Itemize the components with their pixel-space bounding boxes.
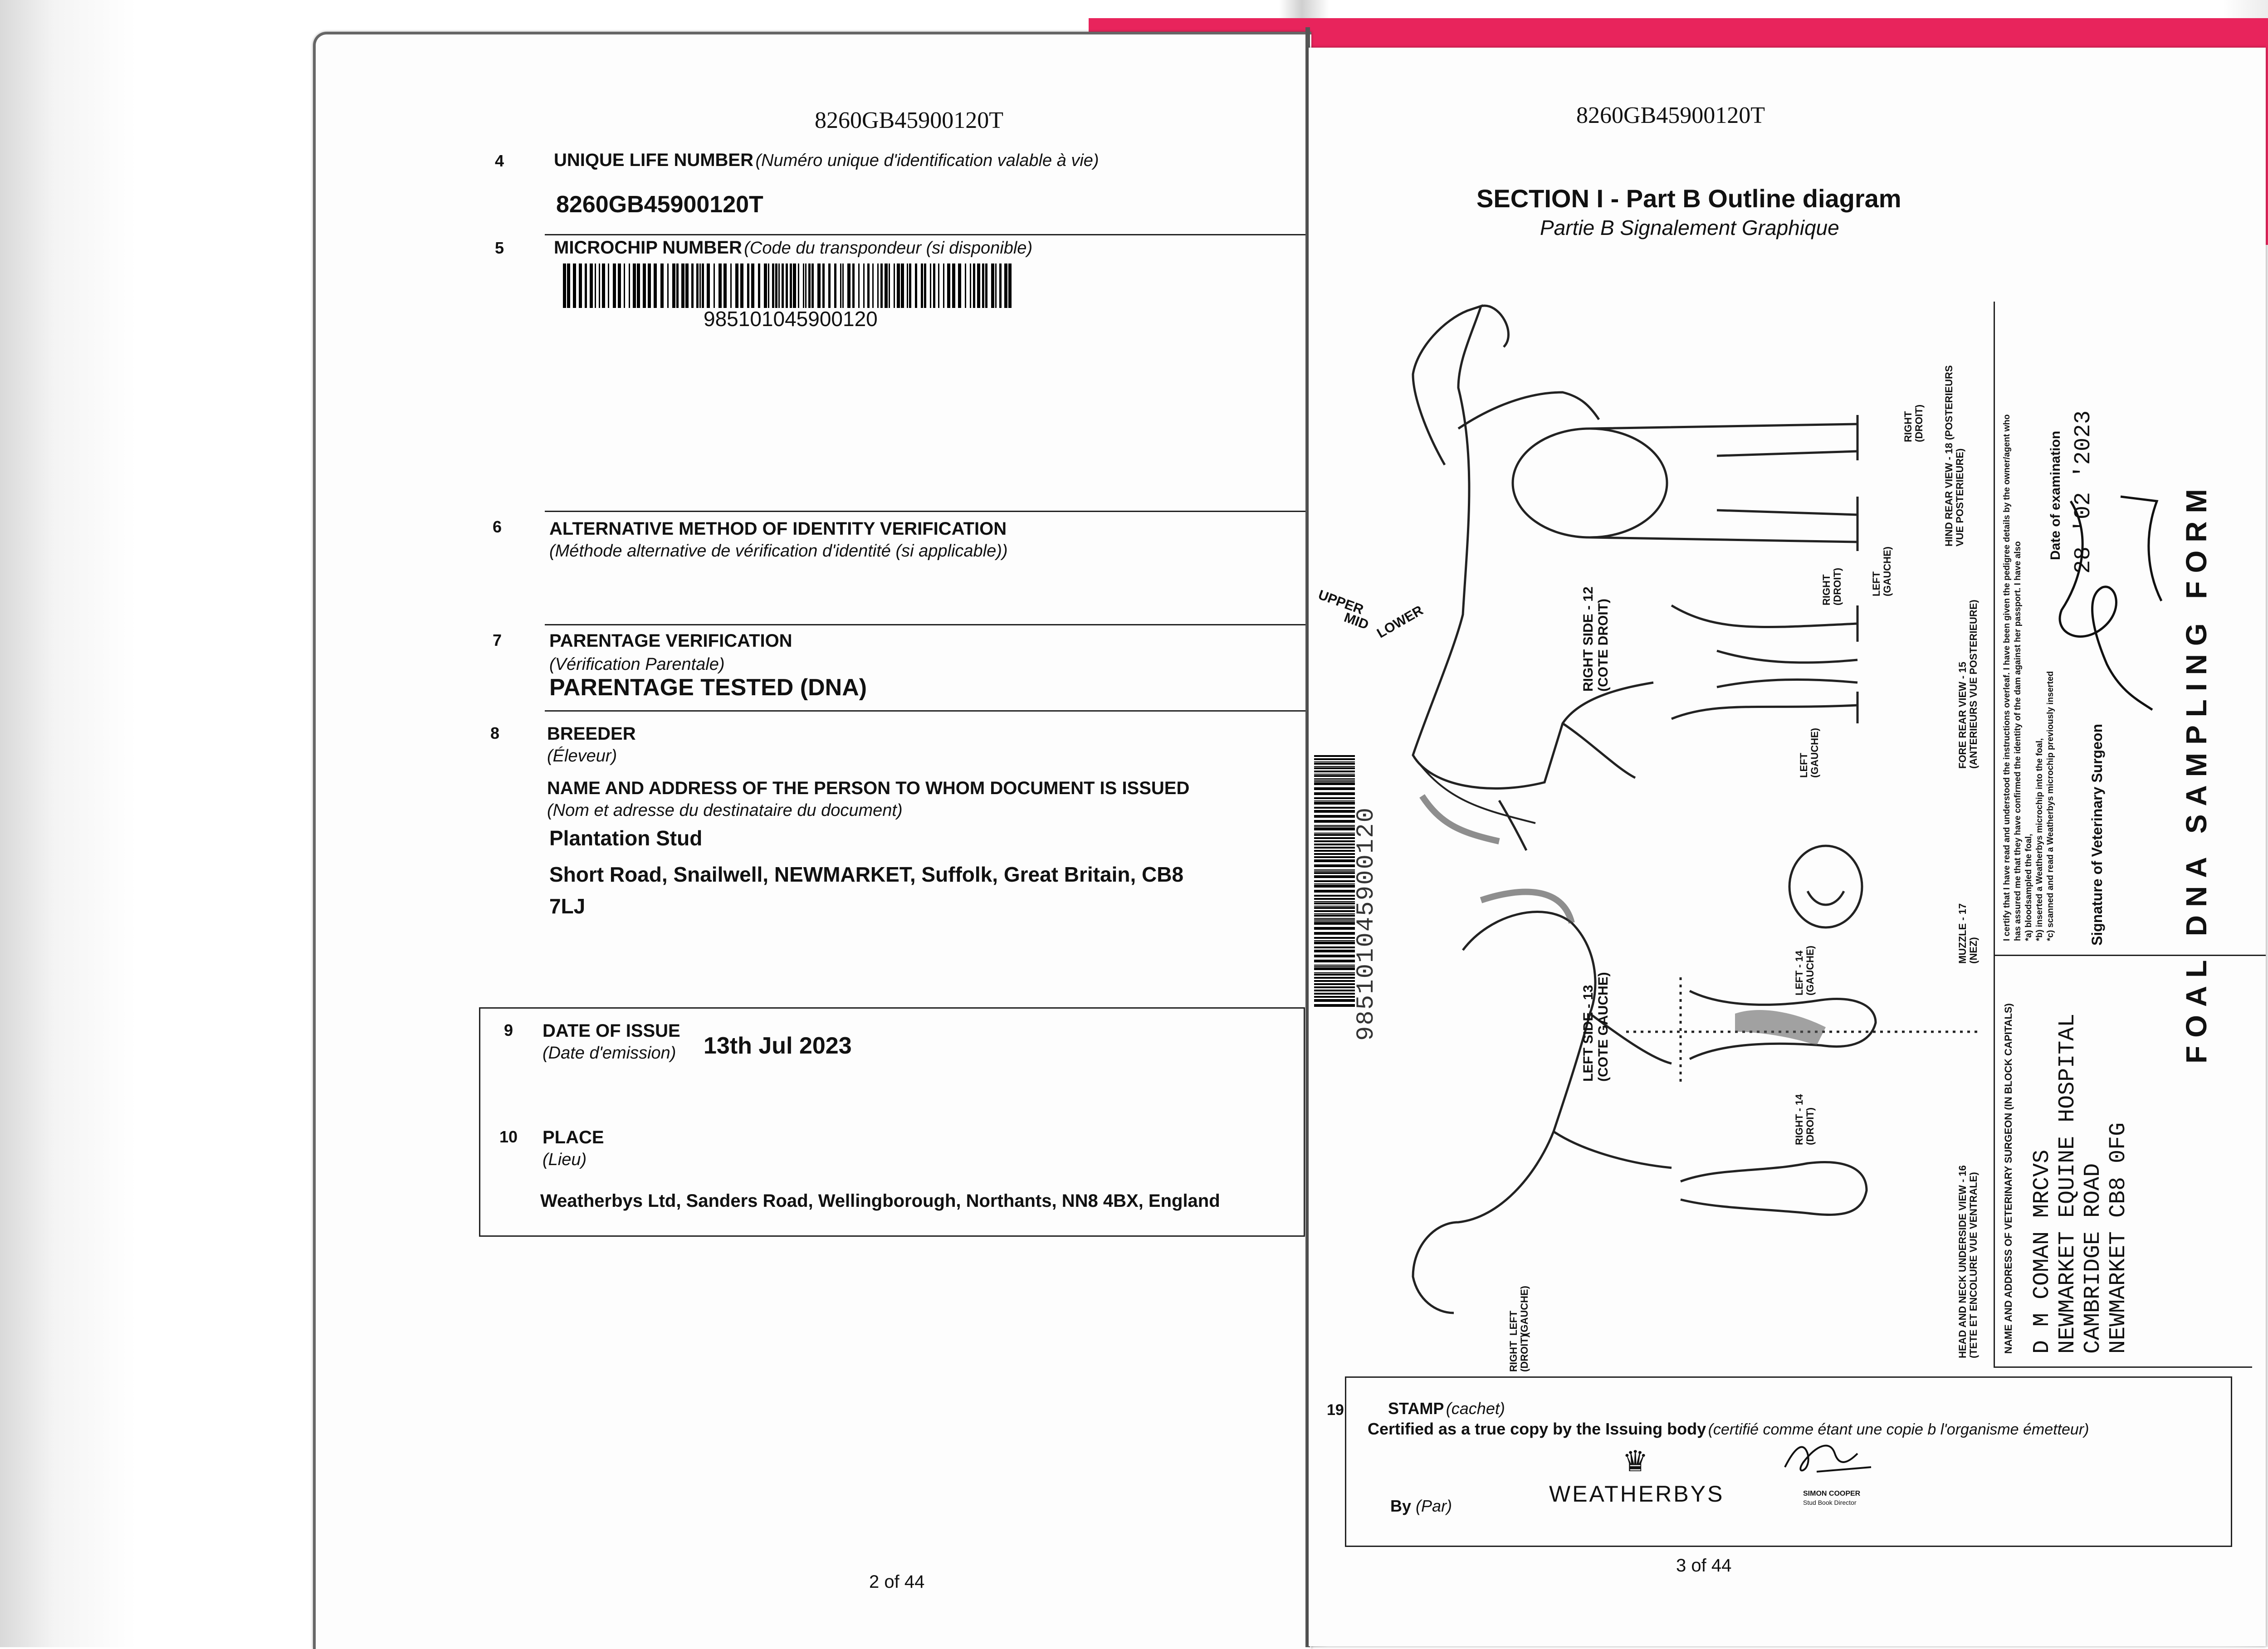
barcode-bar <box>667 263 669 308</box>
barcode-bar <box>952 263 955 308</box>
page-number: 3 of 44 <box>1676 1556 1732 1576</box>
barcode-bar <box>1314 859 1355 862</box>
barcode-bar <box>999 263 1002 308</box>
barcode-bar <box>1314 996 1355 998</box>
barcode-bar <box>1314 1004 1355 1007</box>
barcode-bar <box>764 263 767 308</box>
barcode-bar <box>691 263 694 308</box>
barcode-bar <box>798 263 799 308</box>
stamp-label-fr: (cachet) <box>1446 1399 1505 1418</box>
barcode-bar <box>817 263 821 308</box>
barcode-bar <box>1314 921 1355 922</box>
barcode-bar <box>637 263 640 308</box>
weatherbys-crest-icon: ♛ <box>1622 1445 1648 1478</box>
barcode-bar <box>1314 828 1355 830</box>
vet-signature <box>2053 483 2170 719</box>
barcode-bar <box>1314 872 1355 874</box>
left-page <box>313 32 1311 1649</box>
barcode-bar <box>772 263 774 308</box>
place-label-fr: (Lieu) <box>543 1150 587 1169</box>
barcode-bar <box>740 263 743 308</box>
hind-rear-label: HIND REAR VIEW - 18 (POSTERIEURS VUE POSTERIEURE) <box>1943 365 1966 546</box>
ule-value: 8260GB45900120T <box>556 191 763 218</box>
barcode-bar <box>985 263 987 308</box>
left-label: LEFT (GAUCHE) <box>1798 728 1821 778</box>
barcode-bar <box>877 263 879 308</box>
barcode-bar <box>1314 807 1355 809</box>
signatory-name: SIMON COOPER <box>1803 1490 1861 1498</box>
barcode-bar <box>1314 847 1355 849</box>
barcode-bar <box>977 263 980 308</box>
barcode-bar <box>1314 955 1355 957</box>
item-number: 10 <box>499 1127 518 1146</box>
barcode-bar <box>1314 758 1355 760</box>
barcode-bar <box>685 263 689 308</box>
barcode-bar <box>907 263 908 308</box>
barcode-bar <box>735 263 738 308</box>
barcode-bar <box>585 263 587 308</box>
weatherbys-logo-text: WEATHERBYS <box>1549 1481 1725 1507</box>
barcode-bar <box>915 263 917 308</box>
barcode-bar <box>1314 869 1355 870</box>
barcode-bar <box>842 263 844 308</box>
alt-method-label-fr: (Méthode alternative de vérification d'identité (si applicable)) <box>549 542 1008 561</box>
head-right-label: RIGHT (DROIT) <box>1508 1334 1530 1372</box>
barcode-bar <box>840 263 841 308</box>
barcode-bar <box>909 263 911 308</box>
barcode-bar <box>1314 946 1355 948</box>
certified-text-fr: (certifié comme étant une copie b l'organisme émetteur) <box>1708 1421 2089 1438</box>
barcode-bar <box>782 263 784 308</box>
item-number: 6 <box>493 517 502 536</box>
stamp-label: STAMP <box>1388 1399 1444 1418</box>
barcode-bar <box>1314 767 1355 769</box>
barcode-bar <box>768 263 769 308</box>
vet-line: NEWMARKET CB8 0FG <box>2106 1122 2131 1354</box>
barcode-bar <box>1314 980 1355 982</box>
barcode-bar <box>654 263 657 308</box>
barcode-bar <box>1314 974 1355 976</box>
barcode-bar <box>613 263 616 308</box>
horse-outline-diagram <box>1309 243 1989 1376</box>
barcode-bar <box>847 263 850 308</box>
barcode-bar <box>1314 883 1355 884</box>
head-view-label: HEAD AND NECK UNDERSIDE VIEW - 16 (TETE ET ENCOLURE VUE VENTRALE) <box>1957 1165 1980 1358</box>
microchip-sticker-barcode <box>1314 755 1355 1045</box>
barcode-bar <box>995 263 997 308</box>
barcode-bar <box>1314 834 1355 836</box>
vet-line: CAMBRIDGE ROAD <box>2080 1163 2106 1354</box>
section-title: SECTION I - Part B Outline diagram <box>1476 184 1901 213</box>
barcode-bar <box>1314 932 1355 935</box>
barcode-bar <box>943 263 944 308</box>
right-side-label: RIGHT SIDE - 12 (COTE DROIT) <box>1581 586 1611 692</box>
hind-right-label: RIGHT (DROIT) <box>1902 404 1925 442</box>
item-number: 4 <box>495 151 504 170</box>
barcode-bar <box>965 263 966 308</box>
barcode-bar <box>1314 937 1355 939</box>
place-label: PLACE <box>543 1127 604 1147</box>
stamp-label-group <box>1388 1399 1505 1418</box>
page-number: 2 of 44 <box>869 1572 925 1592</box>
fore-rear-label: FORE REAR VIEW - 15 (ANTERIEURS VUE POSTERIEURE) <box>1957 600 1980 769</box>
barcode-bar <box>1314 913 1355 914</box>
barcode-bar <box>867 263 870 308</box>
hind-left-label: LEFT (GAUCHE) <box>1871 546 1893 596</box>
barcode-bar <box>1314 880 1355 882</box>
barcode-bar <box>1314 895 1355 897</box>
barcode-bar <box>758 263 760 308</box>
barcode-bar <box>991 263 994 308</box>
barcode-bar <box>672 263 675 308</box>
barcode-bar <box>590 263 593 308</box>
barcode-bar <box>1314 781 1355 782</box>
barcode-bar <box>947 263 950 308</box>
barcode-bar <box>1314 853 1355 855</box>
barcode-bar <box>629 263 630 308</box>
certified-text: Certified as a true copy by the Issuing body <box>1368 1420 1706 1438</box>
exam-date-label: Date of examination <box>2048 430 2063 560</box>
barcode-bar <box>894 263 895 308</box>
barcode-bar <box>1314 983 1355 985</box>
barcode-bar <box>852 263 855 308</box>
barcode-bar <box>924 263 926 308</box>
barcode-bar <box>1314 778 1355 779</box>
barcode-bar <box>563 263 566 308</box>
barcode-bar <box>696 263 699 308</box>
barcode-bar <box>1314 927 1355 930</box>
page-header-ref: 8260GB45900120T <box>1576 102 1765 128</box>
barcode-bar <box>930 263 931 308</box>
barcode-bar <box>676 263 679 308</box>
barcode-bar <box>1314 903 1355 904</box>
barcode-bar <box>1314 755 1355 757</box>
barcode-bar <box>822 263 825 308</box>
barcode-bar <box>624 263 625 308</box>
vet-line: NEWMARKET EQUINE HOSPITAL <box>2055 1013 2081 1354</box>
barcode-bar <box>1314 815 1355 818</box>
microchip-sticker-digits: 985101045900120 <box>1353 806 1380 1041</box>
head-left-label: LEFT (GAUCHE) <box>1508 1286 1530 1336</box>
barcode-bar <box>889 263 890 308</box>
exam-date-value: 28 '02 '2023 <box>2071 410 2097 574</box>
barcode-bar <box>1314 972 1355 973</box>
item-number: 9 <box>504 1021 513 1039</box>
barcode-bar <box>901 263 904 308</box>
barcode-bar <box>699 263 701 308</box>
barcode-bar <box>1314 837 1355 839</box>
barcode-bar <box>1314 960 1355 962</box>
barcode-bar <box>834 263 836 308</box>
barcode-bar <box>633 263 636 308</box>
barcode-bar <box>648 263 651 308</box>
barcode-bar <box>1314 775 1355 777</box>
barcode-bar <box>1314 967 1355 970</box>
stamp-number: 19 <box>1327 1401 1344 1419</box>
barcode-bar <box>1004 263 1007 308</box>
barcode-bar <box>1314 966 1355 967</box>
barcode-bar <box>1314 774 1355 775</box>
barcode-bar <box>1314 965 1355 966</box>
section-subtitle: Partie B Signalement Graphique <box>1540 216 1839 239</box>
vet-panel-divider <box>1994 955 2266 956</box>
vet-panel-border <box>1994 302 1995 1367</box>
barcode-bar <box>803 263 804 308</box>
barcode-bar <box>1314 850 1355 852</box>
barcode-bar <box>1314 922 1355 925</box>
barcode-bar <box>1314 875 1355 878</box>
by-label-group <box>1390 1497 1452 1516</box>
barcode-bar <box>723 263 727 308</box>
alt-method-label: ALTERNATIVE METHOD OF IDENTITY VERIFICATION <box>549 519 1007 539</box>
barcode-bar <box>1314 771 1355 772</box>
barcode-bar <box>973 263 975 308</box>
barcode-bar <box>702 263 704 308</box>
barcode-bar <box>811 263 814 308</box>
breeder-address-line2: 7LJ <box>549 894 586 918</box>
barcode-bar <box>1314 802 1355 805</box>
barcode-bar <box>1314 950 1355 952</box>
barcode-bar <box>1314 919 1355 920</box>
barcode-bar <box>885 263 888 308</box>
barcode-bar <box>790 263 792 308</box>
divider <box>545 511 1311 512</box>
ule-label-fr: (Numéro unique d'identification valable à vie) <box>755 151 1099 170</box>
item-number: 8 <box>490 724 500 742</box>
issued-to-label-fr: (Nom et adresse du destinataire du document) <box>547 801 903 820</box>
parentage-label-fr: (Vérification Parentale) <box>549 655 725 674</box>
barcode-bar <box>1314 885 1355 888</box>
stud-director-signature <box>1776 1435 1880 1485</box>
barcode-bar <box>608 263 609 308</box>
left-14-label: LEFT - 14 (GAUCHE) <box>1794 946 1816 995</box>
barcode-bar <box>863 263 865 308</box>
item-number: 7 <box>493 631 502 649</box>
page-header-ref: 8260GB45900120T <box>815 107 1003 133</box>
divider <box>545 234 1311 235</box>
barcode-bar <box>1314 792 1355 795</box>
barcode-bar <box>1314 820 1355 823</box>
barcode-bar <box>1314 800 1355 801</box>
place-value: Weatherbys Ltd, Sanders Road, Wellingborough, Northants, NN8 4BX, England <box>540 1191 1220 1211</box>
lower-label: LOWER <box>1374 603 1426 641</box>
barcode-bar <box>579 263 582 308</box>
vet-address <box>2030 1014 2131 1354</box>
barcode-bar <box>573 263 576 308</box>
barcode-bar <box>897 263 900 308</box>
barcode-bar <box>567 263 570 308</box>
vet-panel-border <box>1994 1366 2252 1368</box>
barcode-bar <box>858 263 860 308</box>
barcode-bar <box>660 263 664 308</box>
barcode-bar <box>1314 906 1355 907</box>
barcode-bar <box>970 263 971 308</box>
issued-to-label: NAME AND ADDRESS OF THE PERSON TO WHOM DOCUMENT IS ISSUED <box>547 778 1190 798</box>
barcode-bar <box>1314 915 1355 917</box>
barcode-bar <box>714 263 715 308</box>
barcode-bar <box>808 263 811 308</box>
barcode-bar <box>1314 901 1355 902</box>
right-14-label: RIGHT - 14 (DROIT) <box>1794 1094 1816 1145</box>
barcode-bar <box>1314 898 1355 900</box>
microchip-label-fr: (Code du transpondeur (si disponible) <box>744 239 1033 258</box>
barcode-bar <box>1314 977 1355 979</box>
upper-label: UPPER <box>1316 587 1366 618</box>
breeder-address-line1: Short Road, Snailwell, NEWMARKET, Suffolk, Great Britain, CB8 <box>549 863 1184 886</box>
barcode-bar <box>1314 766 1355 767</box>
barcode-bar <box>1314 871 1355 872</box>
right-page <box>1309 48 2266 1646</box>
divider <box>545 624 1311 625</box>
barcode-bar <box>1314 787 1355 790</box>
barcode-bar <box>1314 990 1355 991</box>
breeder-label-fr: (Éleveur) <box>547 746 617 766</box>
barcode-bar <box>793 263 796 308</box>
barcode-bar <box>599 263 600 308</box>
ule-label-group <box>554 150 1099 171</box>
barcode-bar <box>602 263 605 308</box>
barcode-bar <box>1314 844 1355 845</box>
barcode-bar <box>880 263 883 308</box>
barcode-bar <box>730 263 732 308</box>
barcode-bar <box>921 263 923 308</box>
microchip-value: 985101045900120 <box>704 307 878 331</box>
date-issue-label-fr: (Date d'emission) <box>543 1044 676 1063</box>
date-issue-label: DATE OF ISSUE <box>543 1021 680 1041</box>
barcode-bar <box>1314 856 1355 858</box>
barcode-bar <box>1314 797 1355 799</box>
barcode-bar <box>747 263 749 308</box>
barcode-bar <box>1314 986 1355 988</box>
barcode-bar <box>938 263 939 308</box>
vet-name-label: NAME AND ADDRESS OF VETERINARY SURGEON (IN BLOCK CAPITALS) <box>2003 1003 2014 1354</box>
barcode-bar <box>1008 263 1012 308</box>
barcode-bar <box>1314 918 1355 919</box>
microchip-barcode <box>563 263 1017 308</box>
barcode-bar <box>1314 782 1355 785</box>
barcode-bar <box>1314 840 1355 842</box>
barcode-bar <box>719 263 722 308</box>
barcode-bar <box>775 263 777 308</box>
parentage-value: PARENTAGE TESTED (DNA) <box>549 674 867 701</box>
barcode-bar <box>933 263 935 308</box>
barcode-bar <box>958 263 961 308</box>
vet-certification: I certify that I have read and understood the instructions overleaf. I have been given the pedigree details by the owner/agent who has assured me that they have confirmed the identity of the dam against her passport. I have also *a) bloodsampled the foal, *b) inserted a Weatherbys microchip into the foal, *c) scanned and read a Weatherbys microchip previously inserted <box>2002 414 2055 941</box>
barcode-bar <box>778 263 780 308</box>
microchip-label-group <box>554 238 1032 258</box>
barcode-bar <box>1314 780 1355 781</box>
barcode-bar <box>805 263 807 308</box>
muzzle-label: MUZZLE - 17 (NEZ) <box>1957 903 1980 964</box>
vet-signature-label: Signature of Veterinary Surgeon <box>2089 724 2105 946</box>
barcode-bar <box>1314 940 1355 941</box>
barcode-bar <box>681 263 684 308</box>
barcode-bar <box>786 263 788 308</box>
barcode-bar <box>1314 942 1355 944</box>
mid-label: MID <box>1342 610 1371 633</box>
barcode-bar <box>1314 763 1355 765</box>
divider <box>545 710 1311 712</box>
right-label: RIGHT (DROIT) <box>1821 567 1843 605</box>
barcode-bar <box>1314 890 1355 893</box>
barcode-bar <box>1314 910 1355 912</box>
left-side-label: LEFT SIDE - 13 (COTE GAUCHE) <box>1581 972 1611 1082</box>
signatory-title: Stud Book Director <box>1803 1499 1857 1506</box>
barcode-bar <box>1314 826 1355 827</box>
barcode-bar <box>1314 761 1355 762</box>
barcode-bar <box>1314 907 1355 909</box>
date-issue-value: 13th Jul 2023 <box>704 1033 852 1059</box>
by-label: By <box>1390 1497 1412 1515</box>
breeder-name: Plantation Stud <box>549 826 703 850</box>
barcode-bar <box>1314 999 1355 1002</box>
barcode-bar <box>1314 833 1355 834</box>
parentage-label: PARENTAGE VERIFICATION <box>549 631 792 651</box>
barcode-bar <box>707 263 710 308</box>
barcode-bar <box>618 263 621 308</box>
barcode-bar <box>1314 825 1355 826</box>
barcode-bar <box>828 263 831 308</box>
barcode-bar <box>751 263 754 308</box>
certified-group <box>1368 1420 2089 1439</box>
barcode-bar <box>595 263 596 308</box>
breeder-label: BREEDER <box>547 724 636 744</box>
ule-label: UNIQUE LIFE NUMBER <box>554 150 753 170</box>
barcode-bar <box>1314 864 1355 867</box>
foal-dna-form-title: FOAL DNA SAMPLING FORM <box>2180 481 2213 1064</box>
barcode-bar <box>643 263 646 308</box>
barcode-bar <box>872 263 874 308</box>
vet-line: D M COMAN MRCVS <box>2029 1149 2055 1354</box>
barcode-bar <box>1314 810 1355 813</box>
barcode-bar <box>982 263 984 308</box>
by-label-fr: (Par) <box>1416 1497 1452 1515</box>
item-number: 5 <box>495 239 504 257</box>
microchip-label: MICROCHIP NUMBER <box>554 238 742 258</box>
barcode-bar <box>1314 993 1355 995</box>
